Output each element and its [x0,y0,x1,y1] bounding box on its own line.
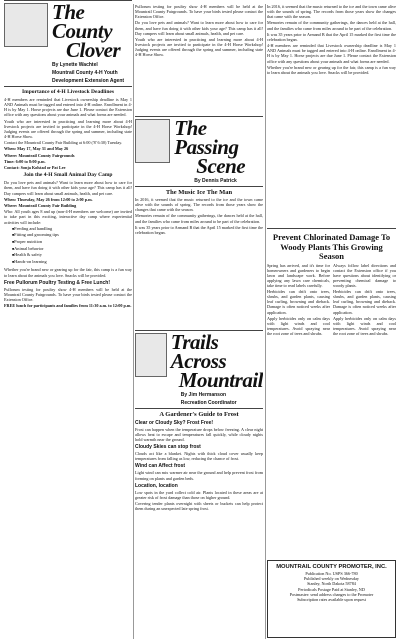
column-title: Clover [66,38,121,62]
body-text: Frost can happen when the temperature drops below freezing. A clear night allows heat to escape and temperatures fall quickly, while cloudy nights hold warmth near the ground. [135,427,263,443]
continued-article [267,4,396,226]
body-text: Herbicides can drift onto trees, shrubs, and garden plants, causing leaf curling, browning and dieback. Damage is often noticed weeks after application. [267,289,330,315]
list-item: ■ Fitting and grooming tips [12,232,132,239]
publisher-detail: Stanley, North Dakota 58784 [307,581,356,587]
county-clover-banner [4,0,132,87]
body-text: Low spots in the yard collect cold air. Plants located in these areas are at greater risk of frost damage than those on higher ground. [135,489,263,500]
byline: By Dennis Patrick [194,178,237,184]
activity-list [12,226,132,266]
event-detail: Contact: Sonja Kolstad or Pat Lee [4,165,66,171]
list-item: ■ Health & safety [12,252,132,259]
author-photo [135,119,170,163]
article-heading: Free Pullorum Poultry Testing & Free Lunch! [4,279,111,286]
passing-scene-banner [135,116,263,187]
body-text: It was 35 years prior to Armand B that the April 15 marked the first time the celebration began. [267,31,396,42]
event-detail: When: May 17, May 31 and May 26 [4,146,69,152]
trails-across-banner [135,330,263,409]
center-column [135,0,263,643]
publisher-detail: Postmaster: send address changes to the Promoter [289,591,374,597]
event-detail: When: Thursday, May 26 from 12:00 to 2:00 p.m. [4,196,93,202]
body-text: Always follow label directions and contact the Extension office if you have questions about identifying or preventing chemical damage to woody plants. [333,262,396,288]
body-text: Memories remain of the community gatherings, the dances held at the hall, and the families who came from miles around to be part of the celebration. [135,213,263,224]
byline: Recreation Coordinator [180,400,237,406]
subheading: Clear or Cloudy Sky? Frost Free! [135,420,214,426]
publisher-box [267,560,396,638]
event-detail: Time: 6:00 to 8:00 p.m. [4,158,46,164]
body-text: Pullorum testing for poultry show 4-H members will be held at the Mountrail County Fairgrounds. To have your birds tested please contact the Extension Office. [4,286,132,302]
publisher-detail: Subscription rates available upon request [297,597,366,603]
body-text: Whether you're brand new or gearing up for the fair, this camp is a fun way to learn about the animals you love. Snacks will be provided. [4,267,132,278]
body-subcolumn [333,263,396,338]
body-text: Herbicides can drift onto trees, shrubs, and garden plants, causing leaf curling, browning and dieback. Damage is often noticed weeks after application. [333,289,396,315]
body-text: Spring has arrived, and it's time for homeowners and gardeners to begin lawn and landscape work. Before applying any lawn care chemicals, take time to read labels carefully. [267,262,330,288]
column-rule [265,4,266,639]
author-photo [4,3,48,47]
county-clover-column [4,0,132,643]
body-text: It was 35 years prior to Armand B that the April 15 marked the first time the celebration began. [135,224,263,235]
list-item: ■ Feeding and handling [12,226,132,233]
body-text: Clouds act like a blanket. Nights with thick cloud cover usually keep temperatures from falling as low, reducing the chance of frost. [135,451,263,462]
subheading: Cloudy Skies can stop frost [135,444,201,451]
body-text: Memories remain of the community gatherings, the dances held at the hall, and the families who came from miles around to be part of the celebration. [267,20,396,31]
publisher-detail: Publication No. USPS 366-780 [305,571,358,576]
byline: By Lynette Wachtel [52,62,98,68]
article-heading: Prevent Chlorinated Damage To Woody Plants This Growing Season [272,232,391,261]
article-heading: Join the 4-H Small Animal Day Camp [23,172,113,179]
body-text: Covering tender plants overnight with sheets or buckets can help protect them during an unexpected late spring frost. [135,501,263,512]
passing-scene-section [135,116,263,326]
subheading: Wind can Affect frost [135,463,186,470]
author-photo [135,333,167,377]
body-text: Do you love pets and animals? Want to learn more about how to care for them, and have fun doing it with other kids your age? This camp has it all! Day campers will learn about small animals, health, and pet care. [135,20,263,36]
body-text: Youth who are interested in practicing and learning more about 4-H livestock projects are invited to participate in the 4-H Horse Workshop! Judging events are offered through the spring and summer, including state 4-H Horse Show. [135,36,263,58]
body-text: Do you love pets and animals? Want to learn more about how to care for them, and have fun doing it with other kids your age? This camp has it all! Day campers will learn about small animals, health, and pet care. [4,180,132,196]
column-title: The County [52,0,113,43]
trails-across-section [135,330,263,640]
column-title: Trails Across [170,330,227,373]
body-text: Whether you're brand new or gearing up for the fair, this camp is a fun way to learn about the animals you love. Snacks will be provided. [267,64,396,75]
column-title: Scene [196,154,246,178]
body-text: 4-H members are reminded that Livestock ownership deadline is May 1 AND Animals must be tagged and entered into 4-H online. Enrollment in 4-H is by May 1. Horse projects are due June 1. Please contact the Extension office with any questions about your animals and what forms are needed. [267,43,396,64]
body-subcolumn [267,263,330,338]
body-text: 4-H members are reminded that Livestock ownership deadline is May 1 AND Animals must be tagged and entered into 4-H online. Enrollment in 4-H is by May 1. Horse projects are due June 1. Please contact the Extension office with any questions about your animals and what forms are needed. [4,97,132,118]
continued-article [135,4,263,114]
right-column [267,0,396,643]
column-rule [133,4,134,639]
body-text: In 2016, it seemed that the music returned to the ice and the town came alive with the sounds of spring. The records from those years show the changes that came with the season. [135,197,263,213]
byline: Mountrail County 4-H Youth [52,70,118,76]
publisher-name: MOUNTRAIL COUNTY PROMOTER, INC. [276,564,387,570]
prevent-damage-section [267,228,396,561]
two-column-body [267,263,396,338]
byline: Development Extension Agent [52,78,125,84]
column-title: Mountrail [178,368,263,392]
event-detail: Where: Mountrail County Fair Building [4,203,77,209]
body-text: Apply herbicides only on calm days with light winds and cool temperatures. Avoid spraying near the root zone of trees and shrubs. [333,315,396,337]
publisher-detail: Published weekly on Wednesday [303,576,360,582]
list-item: ■ Animal behavior [12,246,132,253]
body-text: Youth who are interested in practicing and learning more about 4-H livestock projects are invited to participate in the 4-H Horse Workshop! Judging events are offered through the spring and summer, including state 4-H Horse Show. [4,118,132,139]
body-text: Who: All youth ages 8 and up (non-4-H members are welcome) are invited to take part in this exciting, interactive day camp where experiential activities will include: [4,209,132,225]
body-text: In 2016, it seemed that the music returned to the ice and the town came alive with the sounds of spring. The records from those years show the changes that came with the season. [267,4,396,20]
subheading: Location, location [135,482,178,489]
event-detail: Where: Mountrail County Fairgrounds [4,152,75,158]
column-title: The Passing [174,116,239,159]
body-text: Light wind can mix warmer air near the ground and help prevent frost from forming on plants and garden beds. [135,470,263,481]
article-heading: The Music Ice The Man [165,189,233,196]
body-text: Apply herbicides only on calm days with light winds and cool temperatures. Avoid spraying near the root zone of trees and shrubs. [267,315,330,337]
list-item: ■ Hands-on learning [12,259,132,266]
list-item: ■ Proper nutrition [12,239,132,246]
body-text: Contact the Mountrail County Fair Building at 6:00 ('8' 6:30) Tuesday. [4,140,123,146]
body-text: FREE lunch for participants and families from 11:30 a.m. to 12:00 p.m. [4,303,132,309]
byline: By Jim Hermanson [180,392,227,398]
publisher-detail: Periodicals Postage Paid at Stanley, ND [298,586,365,592]
article-heading: Importance of 4-H Livestock Deadlines [22,89,114,95]
article-heading: A Gardener's Guide to Frost [159,411,239,418]
body-text: Pullorum testing for poultry show 4-H members will be held at the Mountrail County Fairgrounds. To have your birds tested please contact the Extension Office. [135,4,263,20]
